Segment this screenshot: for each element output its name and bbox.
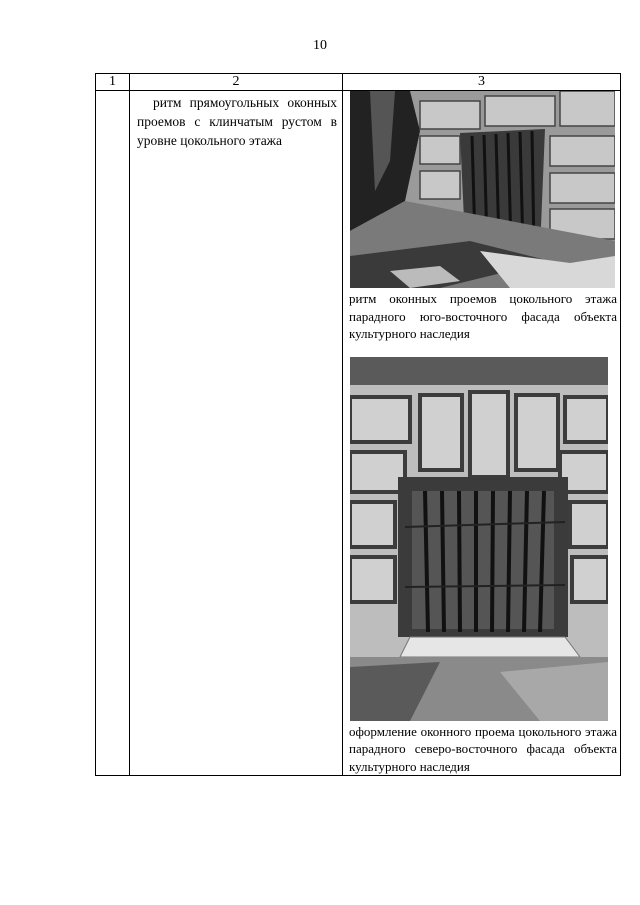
subject-description: ритм прямоугольных оконных проемов с клинчатым рустом в уровне цокольного этажа [137, 95, 337, 148]
table-row [96, 91, 621, 776]
photo-cell [343, 91, 621, 776]
header-col-1: 1 [96, 74, 130, 91]
photo-caption: оформление оконного проема цокольного этажа парадного северо-восточного фасада объекта культурного наследия [349, 723, 617, 774]
description-cell [130, 91, 343, 776]
page-number: 10 [313, 38, 327, 53]
photo-caption: ритм оконных проемов цокольного этажа парадного юго-восточного фасада объекта культурного наследия [349, 291, 617, 341]
header-col-2: 2 [130, 74, 343, 91]
photo-basement-windows-rhythm [350, 91, 615, 288]
row-number-cell [96, 91, 130, 776]
header-col-3: 3 [343, 74, 621, 91]
photo-basement-window-grille [350, 357, 608, 721]
monument-subject-table [95, 73, 621, 776]
table-header-row [96, 74, 621, 91]
